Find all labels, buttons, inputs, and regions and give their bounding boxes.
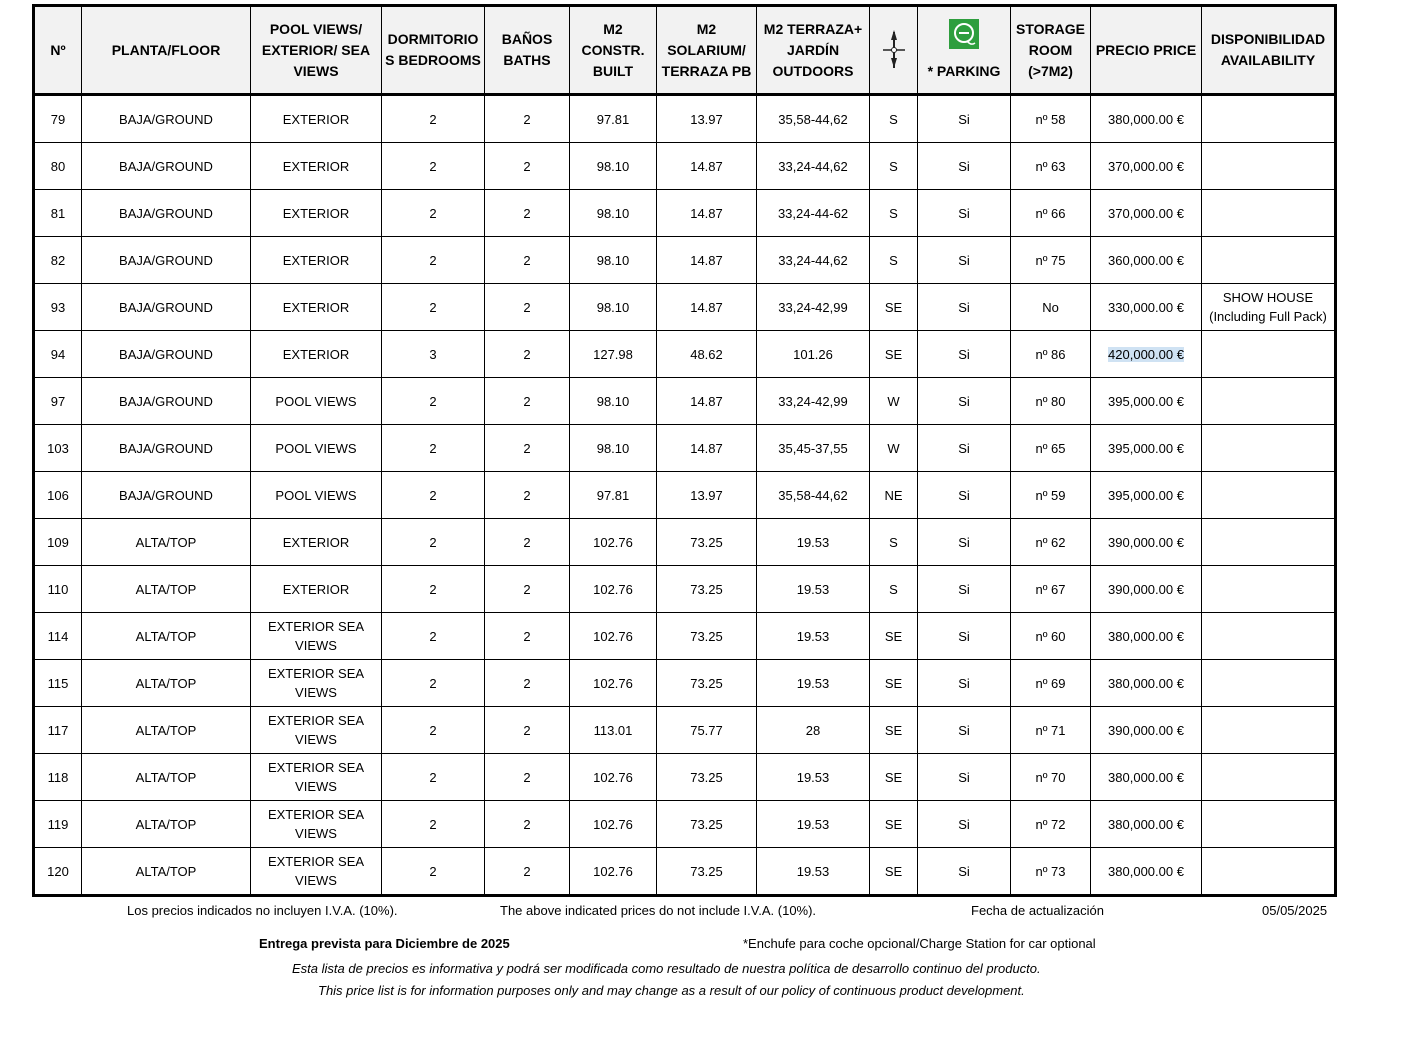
cell-built: 98.10 (570, 143, 657, 190)
cell-solarium: 14.87 (657, 425, 757, 472)
cell-storage: nº 80 (1011, 378, 1091, 425)
cell-bedrooms: 2 (382, 378, 485, 425)
cell-availability (1202, 519, 1336, 566)
cell-floor: BAJA/GROUND (82, 472, 251, 519)
table-row (34, 190, 1336, 237)
cell-solarium: 13.97 (657, 95, 757, 143)
cell-outdoors: 19.53 (757, 613, 870, 660)
cell-storage: nº 58 (1011, 95, 1091, 143)
cell-views: EXTERIOR SEA VIEWS (251, 660, 382, 707)
header-floor: PLANTA/FLOOR (82, 6, 251, 95)
cell-parking: Si (918, 237, 1011, 284)
cell-outdoors: 35,45-37,55 (757, 425, 870, 472)
cell-num: 106 (34, 472, 82, 519)
cell-parking: Si (918, 519, 1011, 566)
header-parking (918, 6, 1011, 95)
cell-availability (1202, 331, 1336, 378)
cell-solarium: 73.25 (657, 848, 757, 896)
cell-parking: Si (918, 707, 1011, 754)
table-row (34, 331, 1336, 378)
cell-bedrooms: 2 (382, 519, 485, 566)
header-availability: DISPONIBILIDAD AVAILABILITY (1202, 6, 1336, 95)
cell-orientation: SE (870, 613, 918, 660)
table-row (34, 284, 1336, 331)
cell-floor: BAJA/GROUND (82, 143, 251, 190)
cell-built: 98.10 (570, 284, 657, 331)
cell-parking: Si (918, 660, 1011, 707)
price-value: 380,000.00 € (1108, 111, 1184, 127)
cell-availability (1202, 425, 1336, 472)
cell-views: EXTERIOR (251, 331, 382, 378)
table-row (34, 519, 1336, 566)
cell-floor: BAJA/GROUND (82, 284, 251, 331)
cell-storage: nº 72 (1011, 801, 1091, 848)
cell-parking: Si (918, 613, 1011, 660)
cell-solarium: 73.25 (657, 613, 757, 660)
table-row (34, 801, 1336, 848)
cell-outdoors: 19.53 (757, 848, 870, 896)
cell-bedrooms: 2 (382, 237, 485, 284)
cell-num: 110 (34, 566, 82, 613)
cell-num: 103 (34, 425, 82, 472)
updated-date: 05/05/2025 (1262, 903, 1328, 918)
cell-floor: BAJA/GROUND (82, 237, 251, 284)
cell-baths: 2 (485, 425, 570, 472)
cell-baths: 2 (485, 754, 570, 801)
cell-baths: 2 (485, 284, 570, 331)
cell-built: 102.76 (570, 801, 657, 848)
cell-parking: Si (918, 190, 1011, 237)
cell-orientation: W (870, 425, 918, 472)
cell-floor: ALTA/TOP (82, 519, 251, 566)
header-built: M2 CONSTR. BUILT (570, 6, 657, 95)
cell-outdoors: 33,24-44-62 (757, 190, 870, 237)
price-value: 380,000.00 € (1108, 863, 1184, 879)
cell-baths: 2 (485, 378, 570, 425)
cell-built: 98.10 (570, 425, 657, 472)
cell-built: 127.98 (570, 331, 657, 378)
cell-built: 102.76 (570, 566, 657, 613)
cell-baths: 2 (485, 848, 570, 896)
cell-storage: nº 59 (1011, 472, 1091, 519)
table-row (34, 425, 1336, 472)
cell-bedrooms: 2 (382, 284, 485, 331)
header-baths: BAÑOS BATHS (485, 6, 570, 95)
cell-availability (1202, 801, 1336, 848)
cell-views: EXTERIOR SEA VIEWS (251, 754, 382, 801)
cell-availability (1202, 707, 1336, 754)
cell-orientation: W (870, 378, 918, 425)
cell-availability (1202, 660, 1336, 707)
cell-built: 113.01 (570, 707, 657, 754)
cell-baths: 2 (485, 190, 570, 237)
cell-outdoors: 33,24-42,99 (757, 284, 870, 331)
cell-outdoors: 19.53 (757, 519, 870, 566)
cell-num: 94 (34, 331, 82, 378)
cell-availability (1202, 613, 1336, 660)
cell-storage: nº 73 (1011, 848, 1091, 896)
cell-views: EXTERIOR SEA VIEWS (251, 848, 382, 896)
cell-views: POOL VIEWS (251, 425, 382, 472)
cell-views: EXTERIOR SEA VIEWS (251, 707, 382, 754)
cell-outdoors: 33,24-42,99 (757, 378, 870, 425)
cell-price (1091, 425, 1202, 472)
cell-parking: Si (918, 801, 1011, 848)
compass-icon (879, 28, 909, 72)
vat-note-en: The above indicated prices do not include I.V.A. (10%). (500, 903, 817, 918)
price-value: 380,000.00 € (1108, 816, 1184, 832)
cell-outdoors: 35,58-44,62 (757, 472, 870, 519)
cell-orientation: S (870, 237, 918, 284)
disclaimer-es: Esta lista de precios es informativa y podrá ser modificada como resultado de nuestra política de desarrollo continuo del producto. (292, 961, 1041, 976)
cell-price (1091, 613, 1202, 660)
header-storage: STORAGE ROOM (>7M2) (1011, 6, 1091, 95)
cell-bedrooms: 2 (382, 613, 485, 660)
cell-floor: ALTA/TOP (82, 566, 251, 613)
cell-solarium: 14.87 (657, 378, 757, 425)
table-row (34, 660, 1336, 707)
cell-baths: 2 (485, 331, 570, 378)
cell-orientation: S (870, 519, 918, 566)
cell-outdoors: 33,24-44,62 (757, 237, 870, 284)
cell-parking: Si (918, 472, 1011, 519)
header-num: Nº (34, 6, 82, 95)
cell-availability (1202, 472, 1336, 519)
cell-outdoors: 19.53 (757, 566, 870, 613)
cell-price (1091, 190, 1202, 237)
table-row (34, 143, 1336, 190)
header-orientation (870, 6, 918, 95)
cell-num: 80 (34, 143, 82, 190)
cell-bedrooms: 2 (382, 566, 485, 613)
cell-price (1091, 284, 1202, 331)
cell-solarium: 14.87 (657, 190, 757, 237)
cell-storage: nº 62 (1011, 519, 1091, 566)
cell-price (1091, 660, 1202, 707)
disclaimer-en: This price list is for information purposes only and may change as a result of our policy of continuous product development. (318, 983, 1025, 998)
cell-views: EXTERIOR (251, 237, 382, 284)
cell-views: EXTERIOR (251, 284, 382, 331)
cell-num: 109 (34, 519, 82, 566)
cell-bedrooms: 2 (382, 848, 485, 896)
cell-num: 81 (34, 190, 82, 237)
cell-views: EXTERIOR SEA VIEWS (251, 613, 382, 660)
cell-availability (1202, 754, 1336, 801)
cell-floor: BAJA/GROUND (82, 378, 251, 425)
cell-storage: nº 65 (1011, 425, 1091, 472)
cell-outdoors: 33,24-44,62 (757, 143, 870, 190)
table-row (34, 378, 1336, 425)
cell-storage: nº 67 (1011, 566, 1091, 613)
cell-built: 102.76 (570, 660, 657, 707)
cell-solarium: 14.87 (657, 284, 757, 331)
price-value: 390,000.00 € (1108, 722, 1184, 738)
cell-price (1091, 95, 1202, 143)
cell-num: 114 (34, 613, 82, 660)
cell-storage: nº 71 (1011, 707, 1091, 754)
cell-availability (1202, 848, 1336, 896)
cell-orientation: SE (870, 754, 918, 801)
cell-price (1091, 754, 1202, 801)
cell-orientation: SE (870, 331, 918, 378)
cell-parking: Si (918, 425, 1011, 472)
cell-baths: 2 (485, 95, 570, 143)
cell-availability (1202, 95, 1336, 143)
header-price: PRECIO PRICE (1091, 6, 1202, 95)
table-row (34, 848, 1336, 896)
cell-solarium: 73.25 (657, 660, 757, 707)
cell-price (1091, 143, 1202, 190)
cell-num: 118 (34, 754, 82, 801)
cell-orientation: SE (870, 284, 918, 331)
cell-storage: nº 70 (1011, 754, 1091, 801)
cell-orientation: SE (870, 801, 918, 848)
cell-parking: Si (918, 331, 1011, 378)
cell-views: EXTERIOR (251, 143, 382, 190)
cell-views: EXTERIOR (251, 566, 382, 613)
ev-charger-icon (949, 19, 979, 49)
cell-built: 97.81 (570, 472, 657, 519)
cell-solarium: 48.62 (657, 331, 757, 378)
cell-baths: 2 (485, 143, 570, 190)
cell-price (1091, 331, 1202, 378)
header-solarium: M2 SOLARIUM/ TERRAZA PB (657, 6, 757, 95)
cell-price (1091, 472, 1202, 519)
header-outdoors: M2 TERRAZA+ JARDÍN OUTDOORS (757, 6, 870, 95)
cell-baths: 2 (485, 707, 570, 754)
cell-orientation: S (870, 143, 918, 190)
cell-solarium: 73.25 (657, 566, 757, 613)
cell-views: EXTERIOR (251, 519, 382, 566)
price-value: 395,000.00 € (1108, 487, 1184, 503)
table-row (34, 237, 1336, 284)
cell-views: POOL VIEWS (251, 472, 382, 519)
cell-parking: Si (918, 378, 1011, 425)
header-row (34, 6, 1336, 95)
cell-floor: ALTA/TOP (82, 801, 251, 848)
cell-floor: BAJA/GROUND (82, 190, 251, 237)
cell-bedrooms: 2 (382, 754, 485, 801)
cell-num: 115 (34, 660, 82, 707)
cell-price (1091, 801, 1202, 848)
cell-floor: BAJA/GROUND (82, 331, 251, 378)
cell-price (1091, 707, 1202, 754)
cell-parking: Si (918, 754, 1011, 801)
cell-price (1091, 378, 1202, 425)
cell-availability (1202, 566, 1336, 613)
price-value: 420,000.00 € (1108, 346, 1184, 362)
cell-availability (1202, 237, 1336, 284)
table-row (34, 613, 1336, 660)
cell-availability (1202, 143, 1336, 190)
cell-built: 98.10 (570, 190, 657, 237)
cell-outdoors: 101.26 (757, 331, 870, 378)
cell-orientation: SE (870, 660, 918, 707)
cell-outdoors: 35,58-44,62 (757, 95, 870, 143)
cell-built: 102.76 (570, 848, 657, 896)
cell-floor: ALTA/TOP (82, 754, 251, 801)
header-parking-label: * PARKING (927, 62, 1001, 79)
cell-storage: nº 66 (1011, 190, 1091, 237)
cell-orientation: S (870, 566, 918, 613)
cell-baths: 2 (485, 472, 570, 519)
cell-outdoors: 19.53 (757, 754, 870, 801)
cell-parking: Si (918, 95, 1011, 143)
cell-views: EXTERIOR SEA VIEWS (251, 801, 382, 848)
table-row (34, 707, 1336, 754)
table-row (34, 566, 1336, 613)
cell-storage: nº 63 (1011, 143, 1091, 190)
table-row (34, 472, 1336, 519)
price-value: 370,000.00 € (1108, 205, 1184, 221)
price-value: 380,000.00 € (1108, 769, 1184, 785)
cell-baths: 2 (485, 519, 570, 566)
cell-solarium: 73.25 (657, 519, 757, 566)
cell-views: EXTERIOR (251, 190, 382, 237)
cell-orientation: S (870, 95, 918, 143)
cell-solarium: 14.87 (657, 237, 757, 284)
cell-baths: 2 (485, 237, 570, 284)
cell-orientation: SE (870, 707, 918, 754)
cell-bedrooms: 2 (382, 95, 485, 143)
cell-solarium: 14.87 (657, 143, 757, 190)
charger-note: *Enchufe para coche opcional/Charge Station for car optional (743, 936, 1096, 951)
cell-built: 98.10 (570, 237, 657, 284)
cell-views: EXTERIOR (251, 95, 382, 143)
price-value: 395,000.00 € (1108, 440, 1184, 456)
cell-bedrooms: 2 (382, 425, 485, 472)
cell-parking: Si (918, 566, 1011, 613)
cell-built: 102.76 (570, 519, 657, 566)
cell-built: 98.10 (570, 378, 657, 425)
cell-bedrooms: 2 (382, 143, 485, 190)
cell-availability (1202, 190, 1336, 237)
price-table (32, 4, 1337, 897)
cell-outdoors: 19.53 (757, 801, 870, 848)
cell-floor: BAJA/GROUND (82, 95, 251, 143)
cell-storage: No (1011, 284, 1091, 331)
cell-solarium: 73.25 (657, 801, 757, 848)
cell-solarium: 73.25 (657, 754, 757, 801)
cell-floor: ALTA/TOP (82, 613, 251, 660)
cell-storage: nº 86 (1011, 331, 1091, 378)
header-bedrooms: DORMITORIO S BEDROOMS (382, 6, 485, 95)
price-value: 330,000.00 € (1108, 299, 1184, 315)
price-value: 390,000.00 € (1108, 534, 1184, 550)
cell-built: 102.76 (570, 613, 657, 660)
updated-label: Fecha de actualización (971, 903, 1104, 918)
cell-solarium: 13.97 (657, 472, 757, 519)
cell-orientation: NE (870, 472, 918, 519)
price-value: 380,000.00 € (1108, 675, 1184, 691)
cell-price (1091, 237, 1202, 284)
cell-floor: BAJA/GROUND (82, 425, 251, 472)
cell-orientation: SE (870, 848, 918, 896)
cell-bedrooms: 2 (382, 190, 485, 237)
cell-parking: Si (918, 848, 1011, 896)
cell-floor: ALTA/TOP (82, 660, 251, 707)
vat-note-es: Los precios indicados no incluyen I.V.A. (10%). (127, 903, 398, 918)
delivery-note: Entrega prevista para Diciembre de 2025 (259, 936, 510, 951)
cell-num: 120 (34, 848, 82, 896)
cell-storage: nº 69 (1011, 660, 1091, 707)
cell-floor: ALTA/TOP (82, 848, 251, 896)
price-value: 380,000.00 € (1108, 628, 1184, 644)
cell-num: 82 (34, 237, 82, 284)
cell-price (1091, 566, 1202, 613)
cell-storage: nº 75 (1011, 237, 1091, 284)
cell-solarium: 75.77 (657, 707, 757, 754)
cell-built: 97.81 (570, 95, 657, 143)
cell-parking: Si (918, 143, 1011, 190)
cell-price (1091, 519, 1202, 566)
header-views: POOL VIEWS/ EXTERIOR/ SEA VIEWS (251, 6, 382, 95)
cell-views: POOL VIEWS (251, 378, 382, 425)
cell-num: 97 (34, 378, 82, 425)
cell-num: 117 (34, 707, 82, 754)
cell-outdoors: 19.53 (757, 660, 870, 707)
table-row (34, 754, 1336, 801)
cell-bedrooms: 2 (382, 707, 485, 754)
cell-built: 102.76 (570, 754, 657, 801)
cell-baths: 2 (485, 801, 570, 848)
cell-orientation: S (870, 190, 918, 237)
cell-baths: 2 (485, 566, 570, 613)
cell-floor: ALTA/TOP (82, 707, 251, 754)
cell-availability: SHOW HOUSE (Including Full Pack) (1202, 284, 1336, 331)
cell-num: 119 (34, 801, 82, 848)
cell-outdoors: 28 (757, 707, 870, 754)
cell-bedrooms: 2 (382, 472, 485, 519)
cell-num: 79 (34, 95, 82, 143)
cell-storage: nº 60 (1011, 613, 1091, 660)
cell-num: 93 (34, 284, 82, 331)
cell-baths: 2 (485, 613, 570, 660)
price-value: 395,000.00 € (1108, 393, 1184, 409)
price-value: 390,000.00 € (1108, 581, 1184, 597)
table-row (34, 95, 1336, 143)
cell-baths: 2 (485, 660, 570, 707)
cell-parking: Si (918, 284, 1011, 331)
price-value: 360,000.00 € (1108, 252, 1184, 268)
cell-bedrooms: 3 (382, 331, 485, 378)
cell-availability (1202, 378, 1336, 425)
cell-bedrooms: 2 (382, 801, 485, 848)
price-value: 370,000.00 € (1108, 158, 1184, 174)
cell-price (1091, 848, 1202, 896)
cell-bedrooms: 2 (382, 660, 485, 707)
